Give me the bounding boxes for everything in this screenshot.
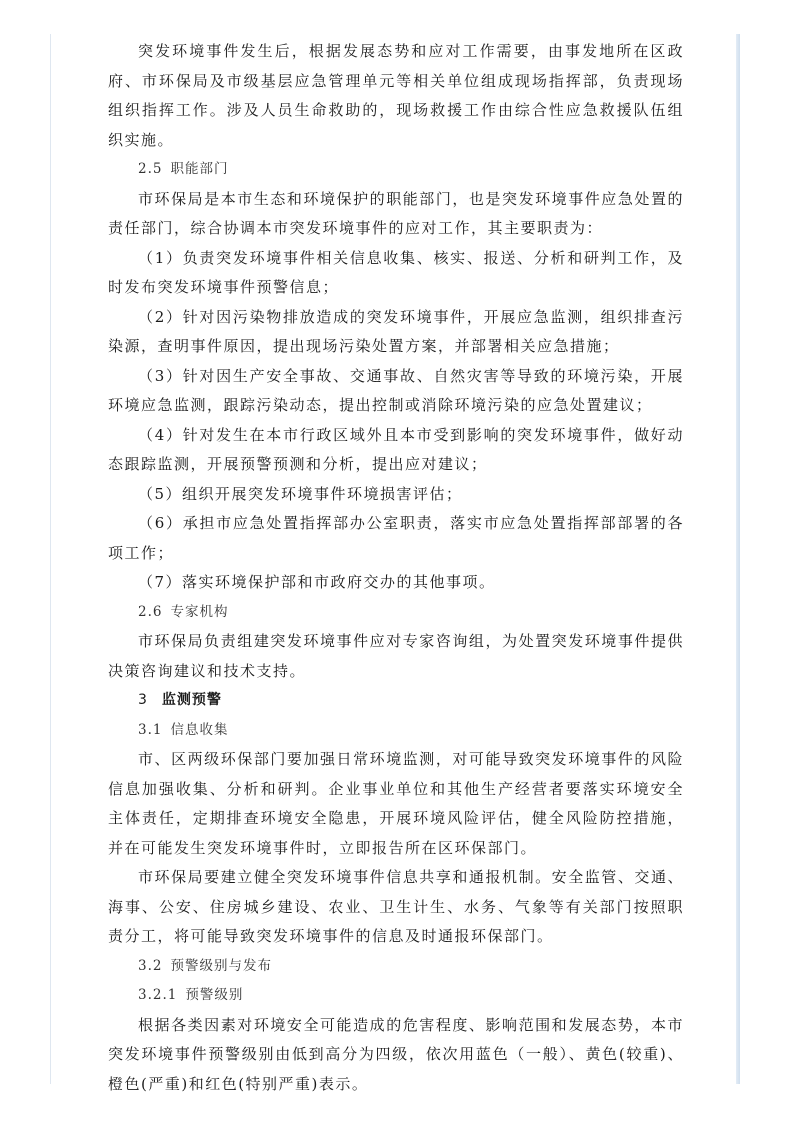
section-title: 专家机构	[170, 603, 229, 620]
document-body	[108, 37, 684, 1099]
paragraph-info-sharing: 市环保局要建立健全突发环境事件信息共享和通报机制。安全监管、交通、海事、公安、住房城乡建设、农业、卫生计生、水务、气象等有关部门按照职责分工，将可能导致突发环境事件的信息及时通报环保部门。	[108, 868, 684, 945]
section-heading-3-2	[108, 952, 684, 982]
section-heading-3-1	[108, 716, 684, 746]
duty-item: （4）针对发生在本市行政区域外且本市受到影响的突发环境事件，做好动态跟踪监测，开展预警预测和分析，提出应对建议；	[108, 425, 684, 473]
duty-item: （6）承担市应急处置指挥部办公室职责，落实市应急处置指挥部部署的各项工作；	[108, 514, 684, 562]
section-heading-3-2-1	[108, 981, 684, 1011]
right-page-edge	[736, 34, 740, 1084]
section-title: 监测预警	[161, 692, 222, 708]
duty-item: （7）落实环境保护部和市政府交办的其他事项。	[138, 573, 496, 591]
section-number: 3	[138, 692, 148, 708]
duty-item: （2）针对因污染物排放造成的突发环境事件，开展应急监测，组织排查污染源，查明事件原因，提出现场污染处置方案，并部署相关应急措施；	[108, 307, 684, 355]
section-heading-2-6	[108, 598, 684, 628]
section-heading-3	[108, 686, 684, 716]
paragraph-warning-levels: 根据各类因素对环境安全可能造成的危害程度、影响范围和发展态势，本市突发环境事件预警级别由低到高分为四级，依次用蓝色（一般）、黄色(较重)、橙色(严重)和红色(特别严重)表示。	[108, 1015, 684, 1093]
section-number: 3.2.1	[138, 987, 178, 1003]
paragraph-info-collection: 市、区两级环保部门要加强日常环境监测，对可能导致突发环境事件的风险信息加强收集、分析和研判。企业事业单位和其他生产经营者要落实环境安全主体责任，定期排查环境安全隐患，开展环境风险评估，健全风险防控措施，并在可能发生突发环境事件时，立即报告所在区环保部门。	[108, 750, 684, 857]
section-heading-2-5	[108, 155, 684, 185]
paragraph-field-command: 突发环境事件发生后，根据发展态势和应对工作需要，由事发地所在区政府、市环保局及市级基层应急管理单元等相关单位组成现场指挥部，负责现场组织指挥工作。涉及人员生命救助的，现场救援工作由综合性应急救援队伍组织实施。	[108, 42, 684, 149]
duty-item: （3）针对因生产安全事故、交通事故、自然灾害等导致的环境污染，开展环境应急监测，跟踪污染动态，提出控制或消除环境污染的应急处置建议；	[108, 366, 684, 414]
section-number: 3.2	[138, 957, 163, 974]
section-title: 职能部门	[170, 161, 229, 177]
section-title: 信息收集	[170, 721, 229, 738]
duty-item: （5）组织开展突发环境事件环境损害评估；	[138, 484, 463, 503]
section-number: 2.6	[138, 603, 163, 620]
section-number: 2.5	[138, 161, 163, 177]
left-margin-rule	[50, 34, 51, 1084]
section-title: 预警级别	[185, 987, 244, 1003]
section-title: 预警级别与发布	[170, 957, 272, 974]
duty-item: （1）负责突发环境事件相关信息收集、核实、报送、分析和研判工作，及时发布突发环境事件预警信息；	[108, 248, 684, 296]
section-number: 3.1	[138, 721, 163, 738]
paragraph-functional-dept: 市环保局是本市生态和环境保护的职能部门，也是突发环境事件应急处置的责任部门，综合协调本市突发环境事件的应对工作，其主要职责为：	[108, 189, 684, 237]
paragraph-expert-group: 市环保局负责组建突发环境事件应对专家咨询组，为处置突发环境事件提供决策咨询建议和技术支持。	[108, 632, 684, 680]
